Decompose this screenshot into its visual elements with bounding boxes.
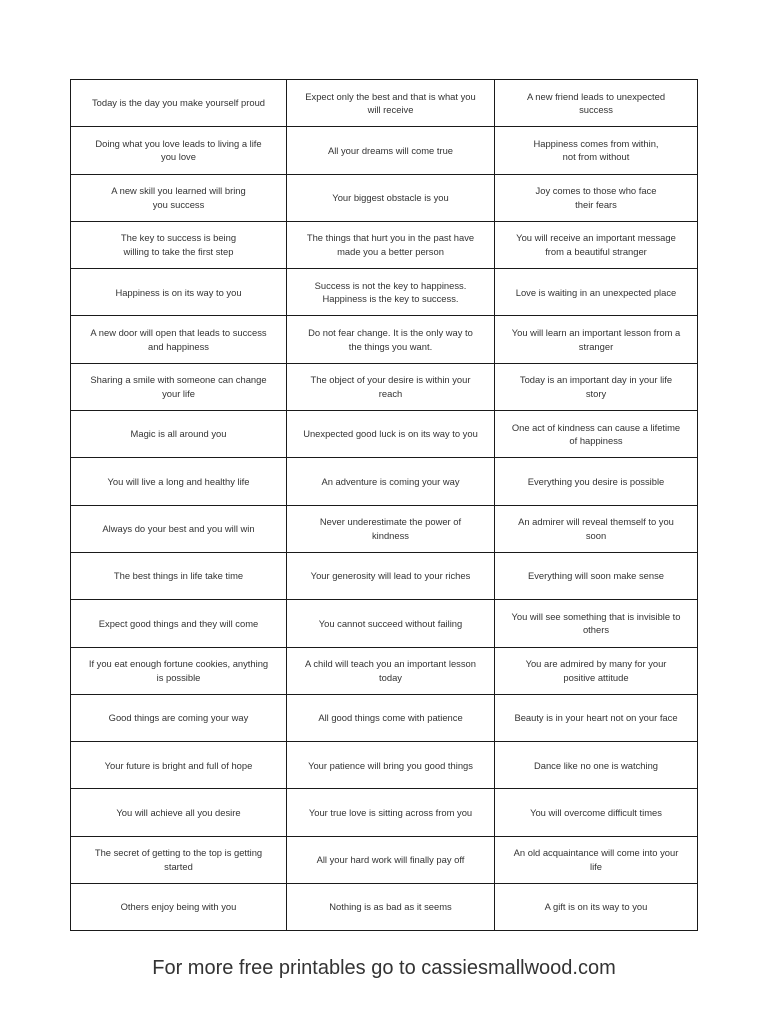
- fortune-cell: Sharing a smile with someone can change your life: [71, 363, 287, 410]
- fortune-cell: Expect only the best and that is what you will receive: [287, 80, 495, 127]
- fortune-cell: Your patience will bring you good things: [287, 742, 495, 789]
- fortune-cell: Joy comes to those who face their fears: [495, 174, 698, 221]
- fortune-cell: A gift is on its way to you: [495, 884, 698, 931]
- fortune-cell: You cannot succeed without failing: [287, 600, 495, 647]
- fortune-cell: All your dreams will come true: [287, 127, 495, 174]
- fortune-cell: You are admired by many for your positive attitude: [495, 647, 698, 694]
- fortune-cell: You will see something that is invisible to others: [495, 600, 698, 647]
- table-row: [71, 694, 698, 741]
- fortune-cell: Others enjoy being with you: [71, 884, 287, 931]
- fortune-cell: Magic is all around you: [71, 411, 287, 458]
- fortune-cell: Dance like no one is watching: [495, 742, 698, 789]
- fortune-cell: Success is not the key to happiness. Happiness is the key to success.: [287, 269, 495, 316]
- fortune-cell: Happiness comes from within, not from without: [495, 127, 698, 174]
- fortune-cell: The key to success is being willing to take the first step: [71, 221, 287, 268]
- fortune-cell: One act of kindness can cause a lifetime of happiness: [495, 411, 698, 458]
- fortune-cell: You will overcome difficult times: [495, 789, 698, 836]
- fortune-cell: The best things in life take time: [71, 552, 287, 599]
- fortune-cell: A new door will open that leads to success and happiness: [71, 316, 287, 363]
- fortune-cell: An adventure is coming your way: [287, 458, 495, 505]
- fortune-cell: An old acquaintance will come into your life: [495, 836, 698, 883]
- fortune-cell: You will live a long and healthy life: [71, 458, 287, 505]
- table-row: [71, 127, 698, 174]
- table-row: [71, 600, 698, 647]
- table-row: [71, 884, 698, 931]
- fortune-cell: The things that hurt you in the past have made you a better person: [287, 221, 495, 268]
- fortune-cell: Everything will soon make sense: [495, 552, 698, 599]
- fortune-cell: An admirer will reveal themself to you soon: [495, 505, 698, 552]
- table-row: [71, 505, 698, 552]
- fortune-cell: Your future is bright and full of hope: [71, 742, 287, 789]
- fortune-cell: If you eat enough fortune cookies, anything is possible: [71, 647, 287, 694]
- table-row: [71, 269, 698, 316]
- table-row: [71, 221, 698, 268]
- fortune-cell: Good things are coming your way: [71, 694, 287, 741]
- footer-text: For more free printables go to cassiesmallwood.com: [152, 957, 616, 979]
- fortune-cell: A new skill you learned will bring you success: [71, 174, 287, 221]
- table-row: [71, 363, 698, 410]
- fortune-cell: Today is an important day in your life story: [495, 363, 698, 410]
- fortune-cell: Your true love is sitting across from you: [287, 789, 495, 836]
- fortune-cell: You will receive an important message from a beautiful stranger: [495, 221, 698, 268]
- table-row: [71, 836, 698, 883]
- fortune-cell: A new friend leads to unexpected success: [495, 80, 698, 127]
- fortune-cell: Your generosity will lead to your riches: [287, 552, 495, 599]
- table-row: [71, 316, 698, 363]
- table-row: [71, 647, 698, 694]
- fortune-grid: [70, 79, 698, 931]
- fortune-cell: Do not fear change. It is the only way to the things you want.: [287, 316, 495, 363]
- fortune-cell: Nothing is as bad as it seems: [287, 884, 495, 931]
- fortune-cell: Never underestimate the power of kindness: [287, 505, 495, 552]
- table-row: [71, 789, 698, 836]
- fortune-cell: Today is the day you make yourself proud: [71, 80, 287, 127]
- fortune-cell: Beauty is in your heart not on your face: [495, 694, 698, 741]
- fortune-cell: Unexpected good luck is on its way to you: [287, 411, 495, 458]
- table-row: [71, 742, 698, 789]
- table-row: [71, 174, 698, 221]
- fortune-cell: You will achieve all you desire: [71, 789, 287, 836]
- table-row: [71, 458, 698, 505]
- fortune-cell: Always do your best and you will win: [71, 505, 287, 552]
- fortune-cell: The object of your desire is within your reach: [287, 363, 495, 410]
- fortune-cell: Happiness is on its way to you: [71, 269, 287, 316]
- fortune-cell: Expect good things and they will come: [71, 600, 287, 647]
- fortune-cell: All your hard work will finally pay off: [287, 836, 495, 883]
- fortune-cell: A child will teach you an important lesson today: [287, 647, 495, 694]
- fortune-cell: Doing what you love leads to living a life you love: [71, 127, 287, 174]
- table-row: [71, 411, 698, 458]
- fortune-cell: Love is waiting in an unexpected place: [495, 269, 698, 316]
- table-row: [71, 552, 698, 599]
- fortune-cell: The secret of getting to the top is getting started: [71, 836, 287, 883]
- fortune-cell: You will learn an important lesson from a stranger: [495, 316, 698, 363]
- fortune-cell: Your biggest obstacle is you: [287, 174, 495, 221]
- table-row: [71, 80, 698, 127]
- fortune-cell: All good things come with patience: [287, 694, 495, 741]
- fortune-cell: Everything you desire is possible: [495, 458, 698, 505]
- fortune-grid-body: [71, 80, 698, 931]
